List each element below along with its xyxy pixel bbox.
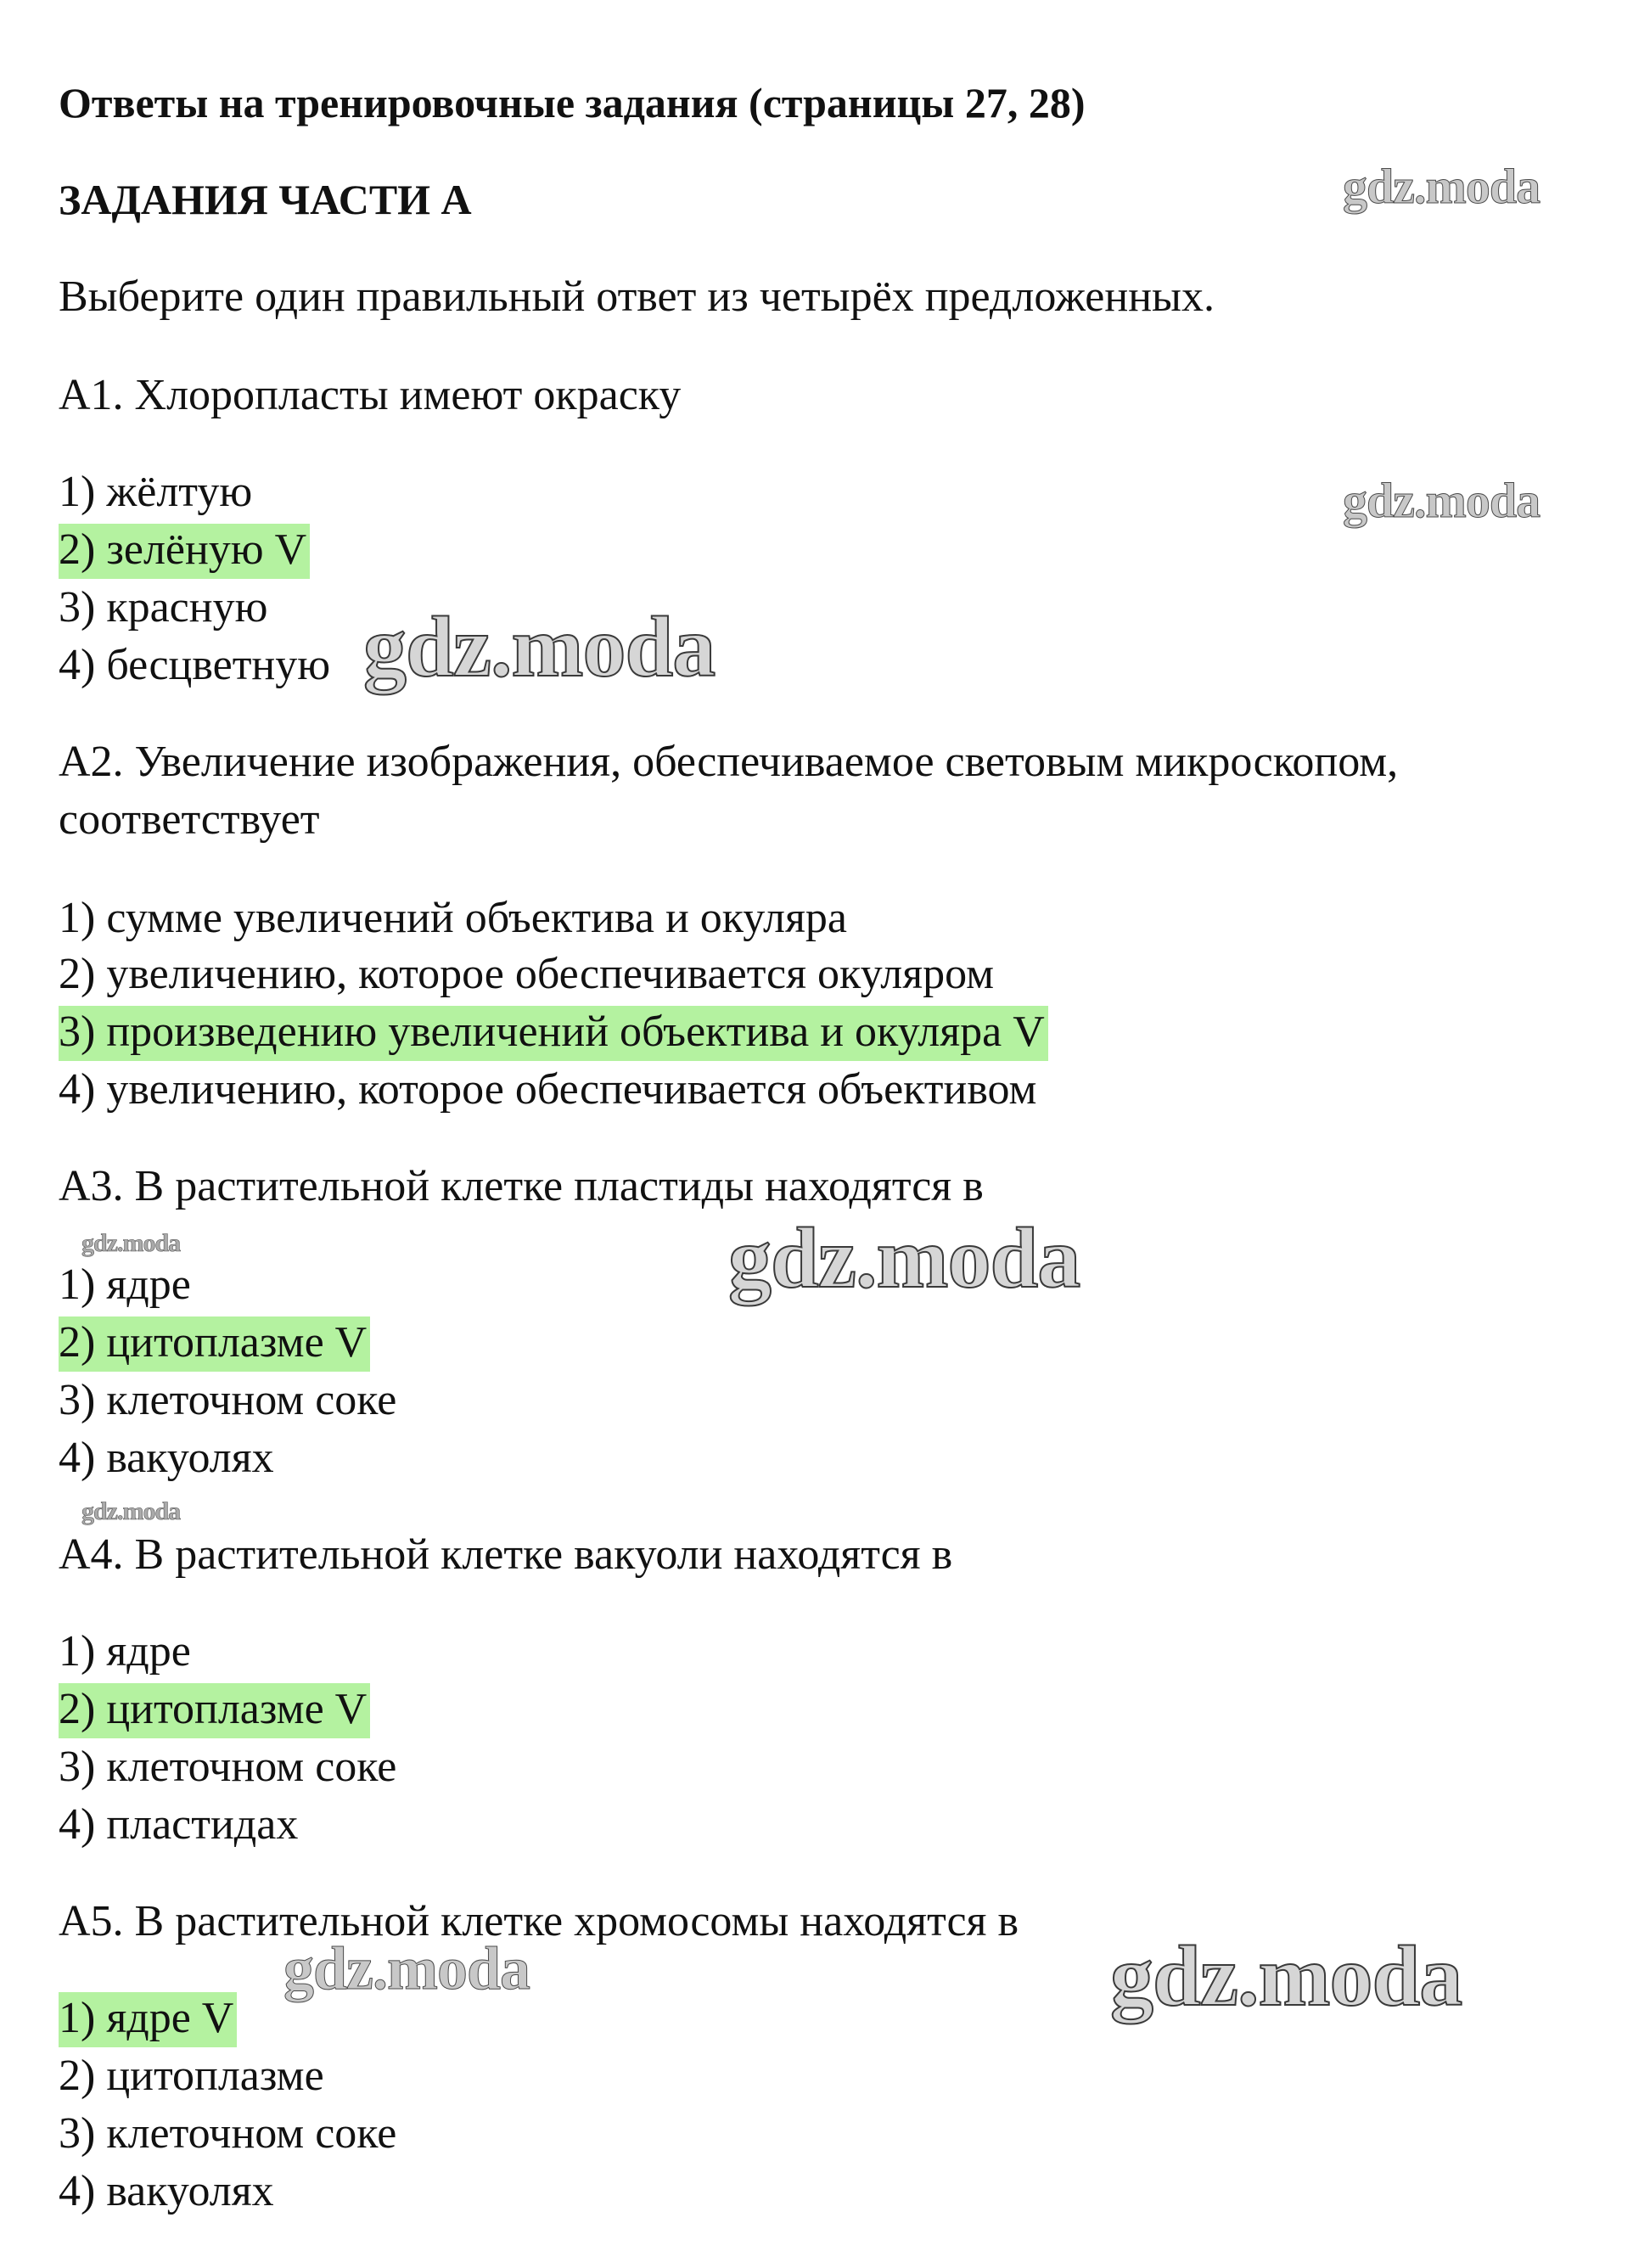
option-a5-3: 3) клеточном соке — [59, 2109, 397, 2158]
option-a2-1: 1) сумме увеличений объектива и окуляра — [59, 894, 847, 942]
watermark: gdz.moda — [1343, 159, 1541, 214]
question-a1: А1. Хлоропласты имеют окраску — [59, 371, 682, 419]
option-a3-1: 1) ядре — [59, 1260, 191, 1309]
watermark: gdz.moda — [81, 1497, 181, 1525]
option-a4-1: 1) ядре — [59, 1627, 191, 1676]
question-a3: А3. В растительной клетке пластиды находятся в — [59, 1162, 984, 1210]
option-a3-2-correct — [59, 1318, 370, 1367]
option-a5-2: 2) цитоплазме — [59, 2052, 324, 2100]
option-a1-4: 4) бесцветную — [59, 641, 331, 689]
option-a2-3-correct — [59, 1010, 1048, 1054]
option-a1-1: 1) жёлтую — [59, 468, 253, 516]
question-a4: А4. В растительной клетке вакуоли находятся в — [59, 1530, 953, 1579]
watermark: gdz.moda — [81, 1229, 181, 1257]
question-a5: А5. В растительной клетке хромосомы находятся в — [59, 1897, 1019, 1945]
correct-answer-highlight: 3) произведению увеличений объектива и окуляра V — [59, 1006, 1048, 1061]
correct-answer-highlight: 2) цитоплазме V — [59, 1683, 370, 1738]
option-a4-4: 4) пластидах — [59, 1800, 299, 1849]
watermark: gdz.moda — [1343, 473, 1541, 528]
correct-answer-highlight: 1) ядре V — [59, 1992, 237, 2047]
option-a1-3: 3) красную — [59, 583, 268, 632]
correct-answer-highlight: 2) зелёную V — [59, 524, 310, 579]
option-a3-4: 4) вакуолях — [59, 1434, 274, 1482]
page-title: Ответы на тренировочные задания (страницы 27, 28) — [59, 79, 1086, 126]
correct-answer-highlight: 2) цитоплазме V — [59, 1316, 370, 1372]
option-a5-4: 4) вакуолях — [59, 2167, 274, 2215]
option-a3-3: 3) клеточном соке — [59, 1376, 397, 1424]
option-a5-1-correct — [59, 1996, 237, 2041]
option-a1-2-correct — [59, 525, 310, 574]
option-a4-3: 3) клеточном соке — [59, 1743, 397, 1791]
question-a2: А2. Увеличение изображения, обеспечиваемое световым микроскопом, — [59, 738, 1399, 786]
watermark: gdz.moda — [1110, 1928, 1462, 2024]
option-a2-2: 2) увеличению, которое обеспечивается окуляром — [59, 950, 995, 998]
option-a2-4: 4) увеличению, которое обеспечивается объективом — [59, 1065, 1037, 1114]
watermark: gdz.moda — [728, 1210, 1080, 1306]
watermark: gdz.moda — [363, 599, 716, 695]
question-a2-cont: соответствует — [59, 795, 320, 844]
option-a4-2-correct — [59, 1687, 370, 1732]
watermark: gdz.moda — [283, 1934, 530, 2002]
instruction-text: Выберите один правильный ответ из четырёх предложенных. — [59, 272, 1215, 321]
section-heading: ЗАДАНИЯ ЧАСТИ А — [59, 176, 472, 223]
